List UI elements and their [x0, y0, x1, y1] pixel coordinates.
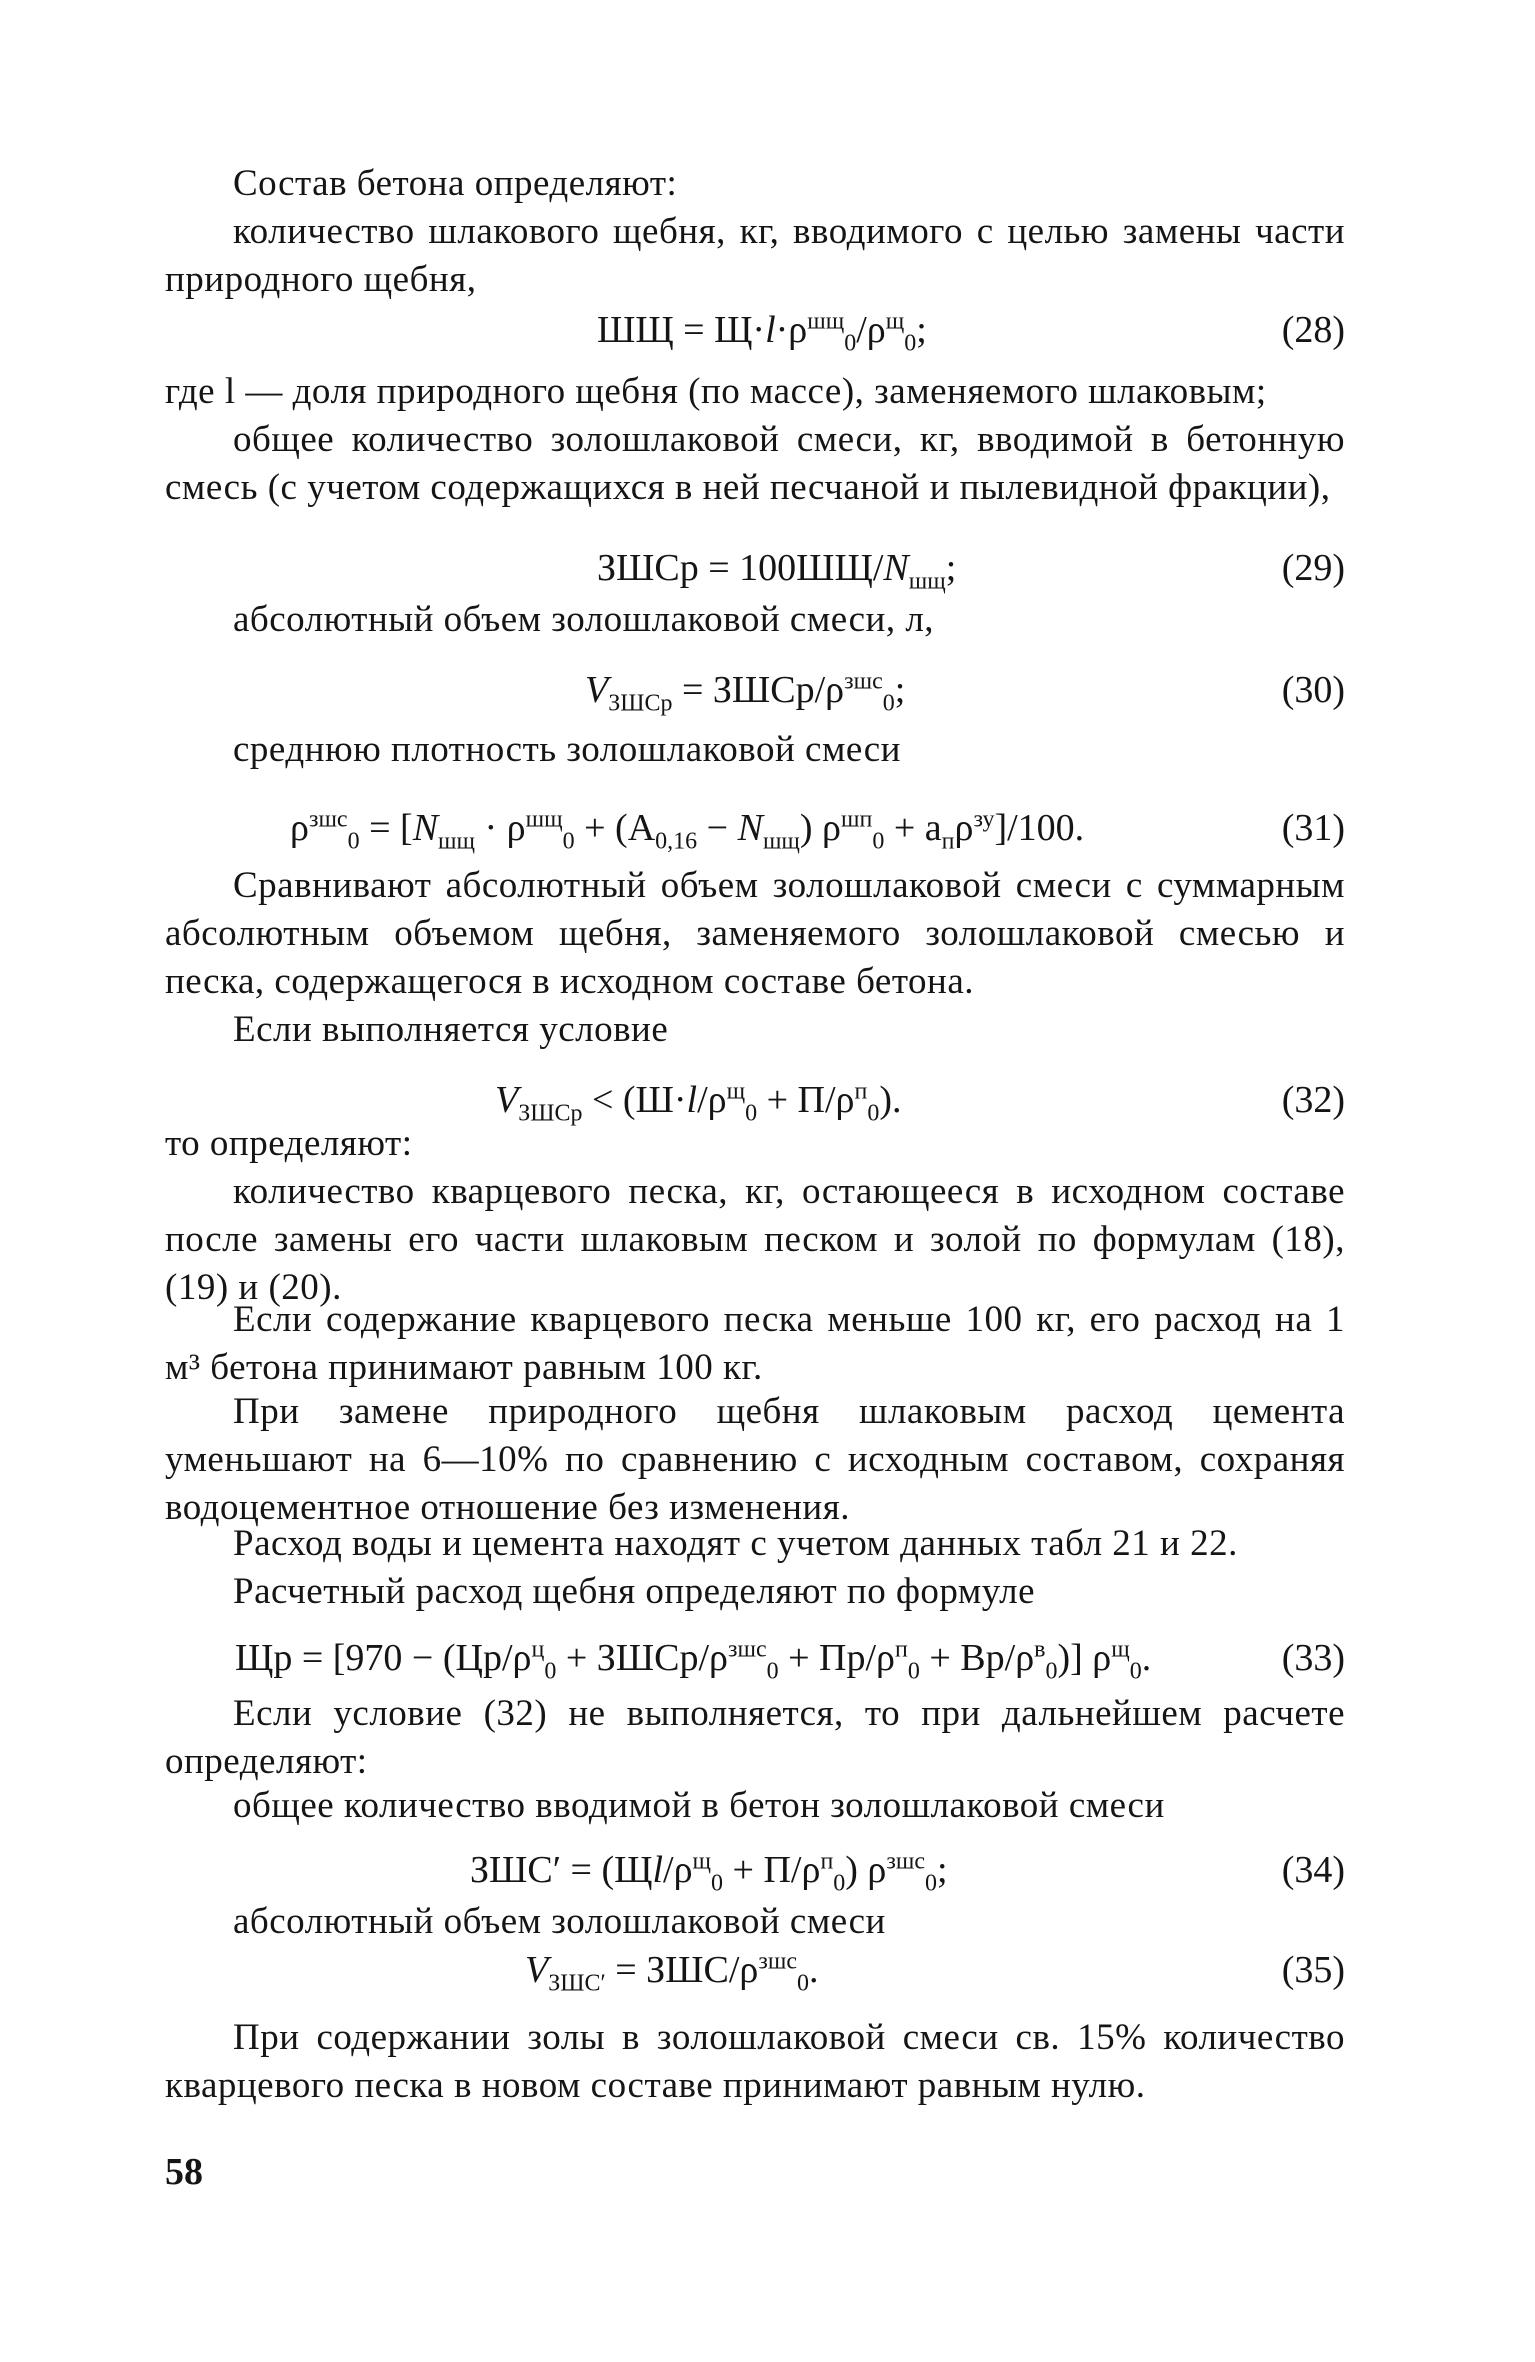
paragraph-absolute-volume-2: абсолютный объем золошлаковой смеси: [233, 1901, 886, 1942]
paragraph-average-density: среднюю плотность золошлаковой смеси: [233, 729, 901, 770]
formula-number: (31): [1281, 807, 1345, 849]
page-number: 58: [165, 2151, 203, 2193]
paragraph-ash-content: При содержании золы в золошлаковой смеси св. 15% количество кварцевого песка в новом составе принимают равным нулю.: [165, 2017, 1345, 2106]
paragraph-if-not-satisfied: Если условие (32) не выполняется, то при дальнейшем расчете определяют:: [165, 1693, 1345, 1782]
formula-number: (35): [1281, 1949, 1345, 1991]
formula-32: $V_{ЗШСр} < (Ш\cdot l/\rho^щ_0 + П/\rho^п_0)$. (32): [495, 1078, 1345, 1127]
paragraph-quartz-sand: количество кварцевого песка, кг, остающееся в исходном составе после замены его части шлаковым песком и золой по формулам (18), (19) и (20).: [165, 1171, 1345, 1308]
formula-34: $ЗШС' = (Щl/\rho^щ_0 + П/\rho^п_0)$ $\rho^{зшс}_0$; (34): [470, 1848, 1345, 1897]
paragraph-where-l: где l — доля природного щебня (по массе), заменяемого шлаковым;: [165, 371, 1267, 412]
formula-number: (34): [1281, 1849, 1345, 1891]
paragraph-crushed-stone-formula: Расчетный расход щебня определяют по формуле: [233, 1571, 1036, 1612]
paragraph-then-determine: то определяют:: [165, 1123, 413, 1164]
paragraph-absolute-volume: абсолютный объем золошлаковой смеси, л,: [233, 599, 935, 640]
formula-33: Щр = [$970 - (Цр/\rho^ц_0$ + ЗШСр/$\rho^{зшс}_0 + Пр/\rho^п_0 + Вр/\rho^в_0$)] $\rho^щ_0$. (33): [235, 1636, 1345, 1685]
paragraph-compare: Сравнивают абсолютный объем золошлаковой смеси с суммарным абсолютным объемом щебня, заменяемого золошлаковой смесью и песка, содержащегося в исходном составе бетона.: [165, 865, 1345, 1002]
formula-number: (32): [1281, 1079, 1345, 1121]
formula-28: ШЩ = $Щ\cdot l\cdot\rho^{шщ}_0/\rho^щ_0$; (28): [597, 308, 1345, 357]
paragraph-total-ash-slag: общее количество вводимой в бетон золошлаковой смеси: [233, 1785, 1165, 1826]
formula-35: $V_{ЗШС'} = ЗШС/\rho^{зшс}_0$. (35): [525, 1948, 1345, 1997]
formula-31: $\rho^{зшс}_0 = [N_{шщ} \cdot \rho^{шщ}_0 + (A_{0,16} - N_{шщ}) \rho^{шп}_0 + a_п\rho^{зу}]/100$. (31): [290, 806, 1345, 855]
formula-number: (30): [1281, 669, 1345, 711]
formula-number: (29): [1281, 547, 1345, 589]
paragraph-intro: Состав бетона определяют:: [233, 163, 678, 204]
formula-number: (33): [1281, 1637, 1345, 1679]
paragraph-min-sand: Если содержание кварцевого песка меньше 100 кг, его расход на 1 м³ бетона принимают равным 100 кг.: [165, 1299, 1345, 1388]
paragraph-slag-crushed-stone: количество шлакового щебня, кг, вводимого с целью замены части природного щебня,: [165, 211, 1345, 300]
formula-number: (28): [1281, 309, 1345, 351]
paragraph-if-condition: Если выполняется условие: [233, 1009, 669, 1050]
paragraph-ash-slag-total: общее количество золошлаковой смеси, кг, вводимой в бетонную смесь (с учетом содержащихся в ней песчаной и пылевидной фракции),: [165, 419, 1345, 508]
paragraph-cement-reduction: При замене природного щебня шлаковым расход цемента уменьшают на 6—10% по сравнению с исходным составом, сохраняя водоцементное отношение без изменения.: [165, 1391, 1345, 1528]
paragraph-water-cement: Расход воды и цемента находят с учетом данных табл 21 и 22.: [233, 1523, 1238, 1564]
formula-29: ЗШСр = $100ШЩ/N_{шщ}$; (29): [597, 547, 1345, 595]
formula-30: $V_{ЗШСр}$ = ЗШСр/$\rho^{зшс}_0$; (30): [585, 668, 1345, 717]
